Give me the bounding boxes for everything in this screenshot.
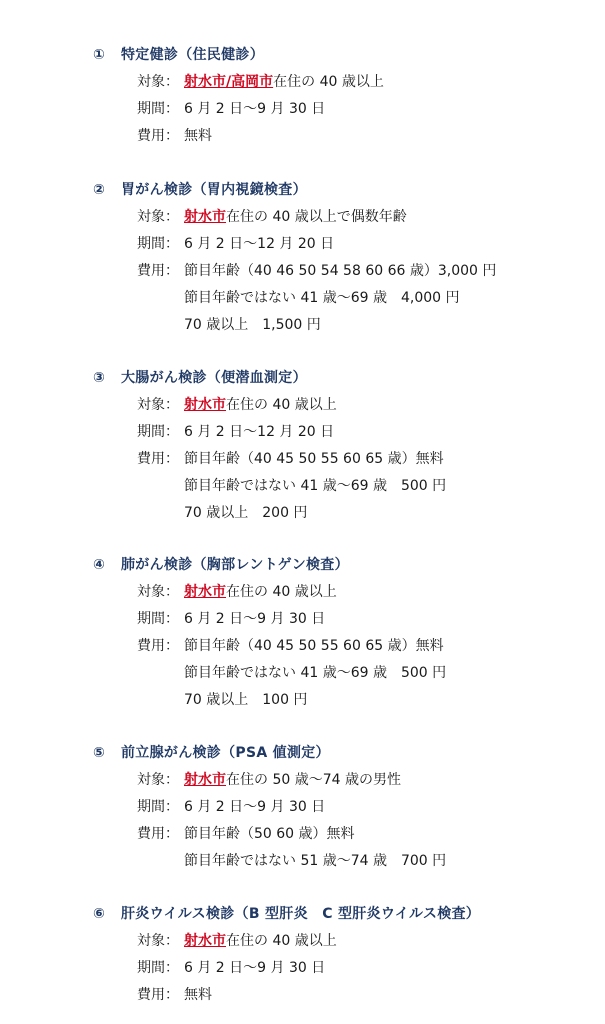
period-label: 期間： (137, 101, 179, 117)
target-value (184, 929, 337, 953)
fee-line: 節目年齢（50 60 歳）無料 (184, 826, 355, 842)
city-name: 射水市 (184, 397, 226, 413)
target-label: 対象： (137, 74, 179, 90)
section-number: ① (93, 47, 105, 63)
fee-line: 節目年齢（40 45 50 55 60 65 歳）無料 (184, 638, 444, 654)
fee-line: 節目年齢ではない 41 歳～69 歳 500 円 (184, 665, 447, 681)
fee-label: 費用： (137, 987, 179, 1003)
period-value: 6 月 2 日～12 月 20 日 (184, 236, 335, 252)
city-name: 射水市 (184, 584, 226, 600)
period-label: 期間： (137, 611, 179, 627)
fee-line: 70 歳以上 100 円 (184, 692, 308, 708)
fee-line: 節目年齢（40 46 50 54 58 60 66 歳）3,000 円 (184, 263, 497, 279)
section-number: ⑥ (93, 906, 105, 922)
section-number: ② (93, 182, 105, 198)
period-value: 6 月 2 日～9 月 30 日 (184, 960, 326, 976)
period-label: 期間： (137, 960, 179, 976)
fee-label: 費用： (137, 451, 179, 467)
target-label: 対象： (137, 772, 179, 788)
target-label: 対象： (137, 933, 179, 949)
city-name: 射水市 (184, 772, 226, 788)
fee-label: 費用： (137, 128, 179, 144)
section-title: 肝炎ウイルス検診（B 型肝炎 C 型肝炎ウイルス検査） (121, 906, 481, 922)
section-title: 特定健診（住民健診） (121, 47, 264, 63)
fee-line: 無料 (184, 987, 212, 1003)
target-condition: 在住の 50 歳～74 歳の男性 (226, 772, 401, 788)
section-number: ③ (93, 370, 105, 386)
section-title: 肺がん検診（胸部レントゲン検査） (121, 557, 349, 573)
period-value: 6 月 2 日～9 月 30 日 (184, 799, 326, 815)
fee-line: 70 歳以上 200 円 (184, 505, 308, 521)
period-label: 期間： (137, 799, 179, 815)
target-condition: 在住の 40 歳以上 (226, 397, 337, 413)
period-value: 6 月 2 日～12 月 20 日 (184, 424, 335, 440)
target-value (184, 393, 337, 417)
section-number: ④ (93, 557, 105, 573)
city-name: 射水市/高岡市 (184, 74, 274, 90)
fee-line: 節目年齢（40 45 50 55 60 65 歳）無料 (184, 451, 444, 467)
target-label: 対象： (137, 584, 179, 600)
period-label: 期間： (137, 236, 179, 252)
fee-label: 費用： (137, 263, 179, 279)
city-name: 射水市 (184, 209, 226, 225)
fee-line: 節目年齢ではない 51 歳～74 歳 700 円 (184, 853, 447, 869)
target-value (184, 580, 337, 604)
period-label: 期間： (137, 424, 179, 440)
city-name: 射水市 (184, 933, 226, 949)
period-value: 6 月 2 日～9 月 30 日 (184, 101, 326, 117)
section-title: 胃がん検診（胃内視鏡検査） (121, 182, 307, 198)
fee-line: 無料 (184, 128, 212, 144)
fee-line: 節目年齢ではない 41 歳～69 歳 500 円 (184, 478, 447, 494)
fee-line: 節目年齢ではない 41 歳～69 歳 4,000 円 (184, 290, 460, 306)
target-value (184, 70, 384, 94)
fee-line: 70 歳以上 1,500 円 (184, 317, 321, 333)
target-condition: 在住の 40 歳以上で偶数年齢 (226, 209, 407, 225)
target-condition: 在住の 40 歳以上 (226, 584, 337, 600)
target-condition: 在住の 40 歳以上 (226, 933, 337, 949)
section-title: 大腸がん検診（便潜血測定） (121, 370, 307, 386)
target-label: 対象： (137, 209, 179, 225)
target-value (184, 205, 407, 229)
period-value: 6 月 2 日～9 月 30 日 (184, 611, 326, 627)
target-condition: 在住の 40 歳以上 (273, 74, 384, 90)
section-title: 前立腺がん検診（PSA 値測定） (121, 745, 330, 761)
target-label: 対象： (137, 397, 179, 413)
section-number: ⑤ (93, 745, 105, 761)
fee-label: 費用： (137, 638, 179, 654)
fee-label: 費用： (137, 826, 179, 842)
target-value (184, 768, 401, 792)
